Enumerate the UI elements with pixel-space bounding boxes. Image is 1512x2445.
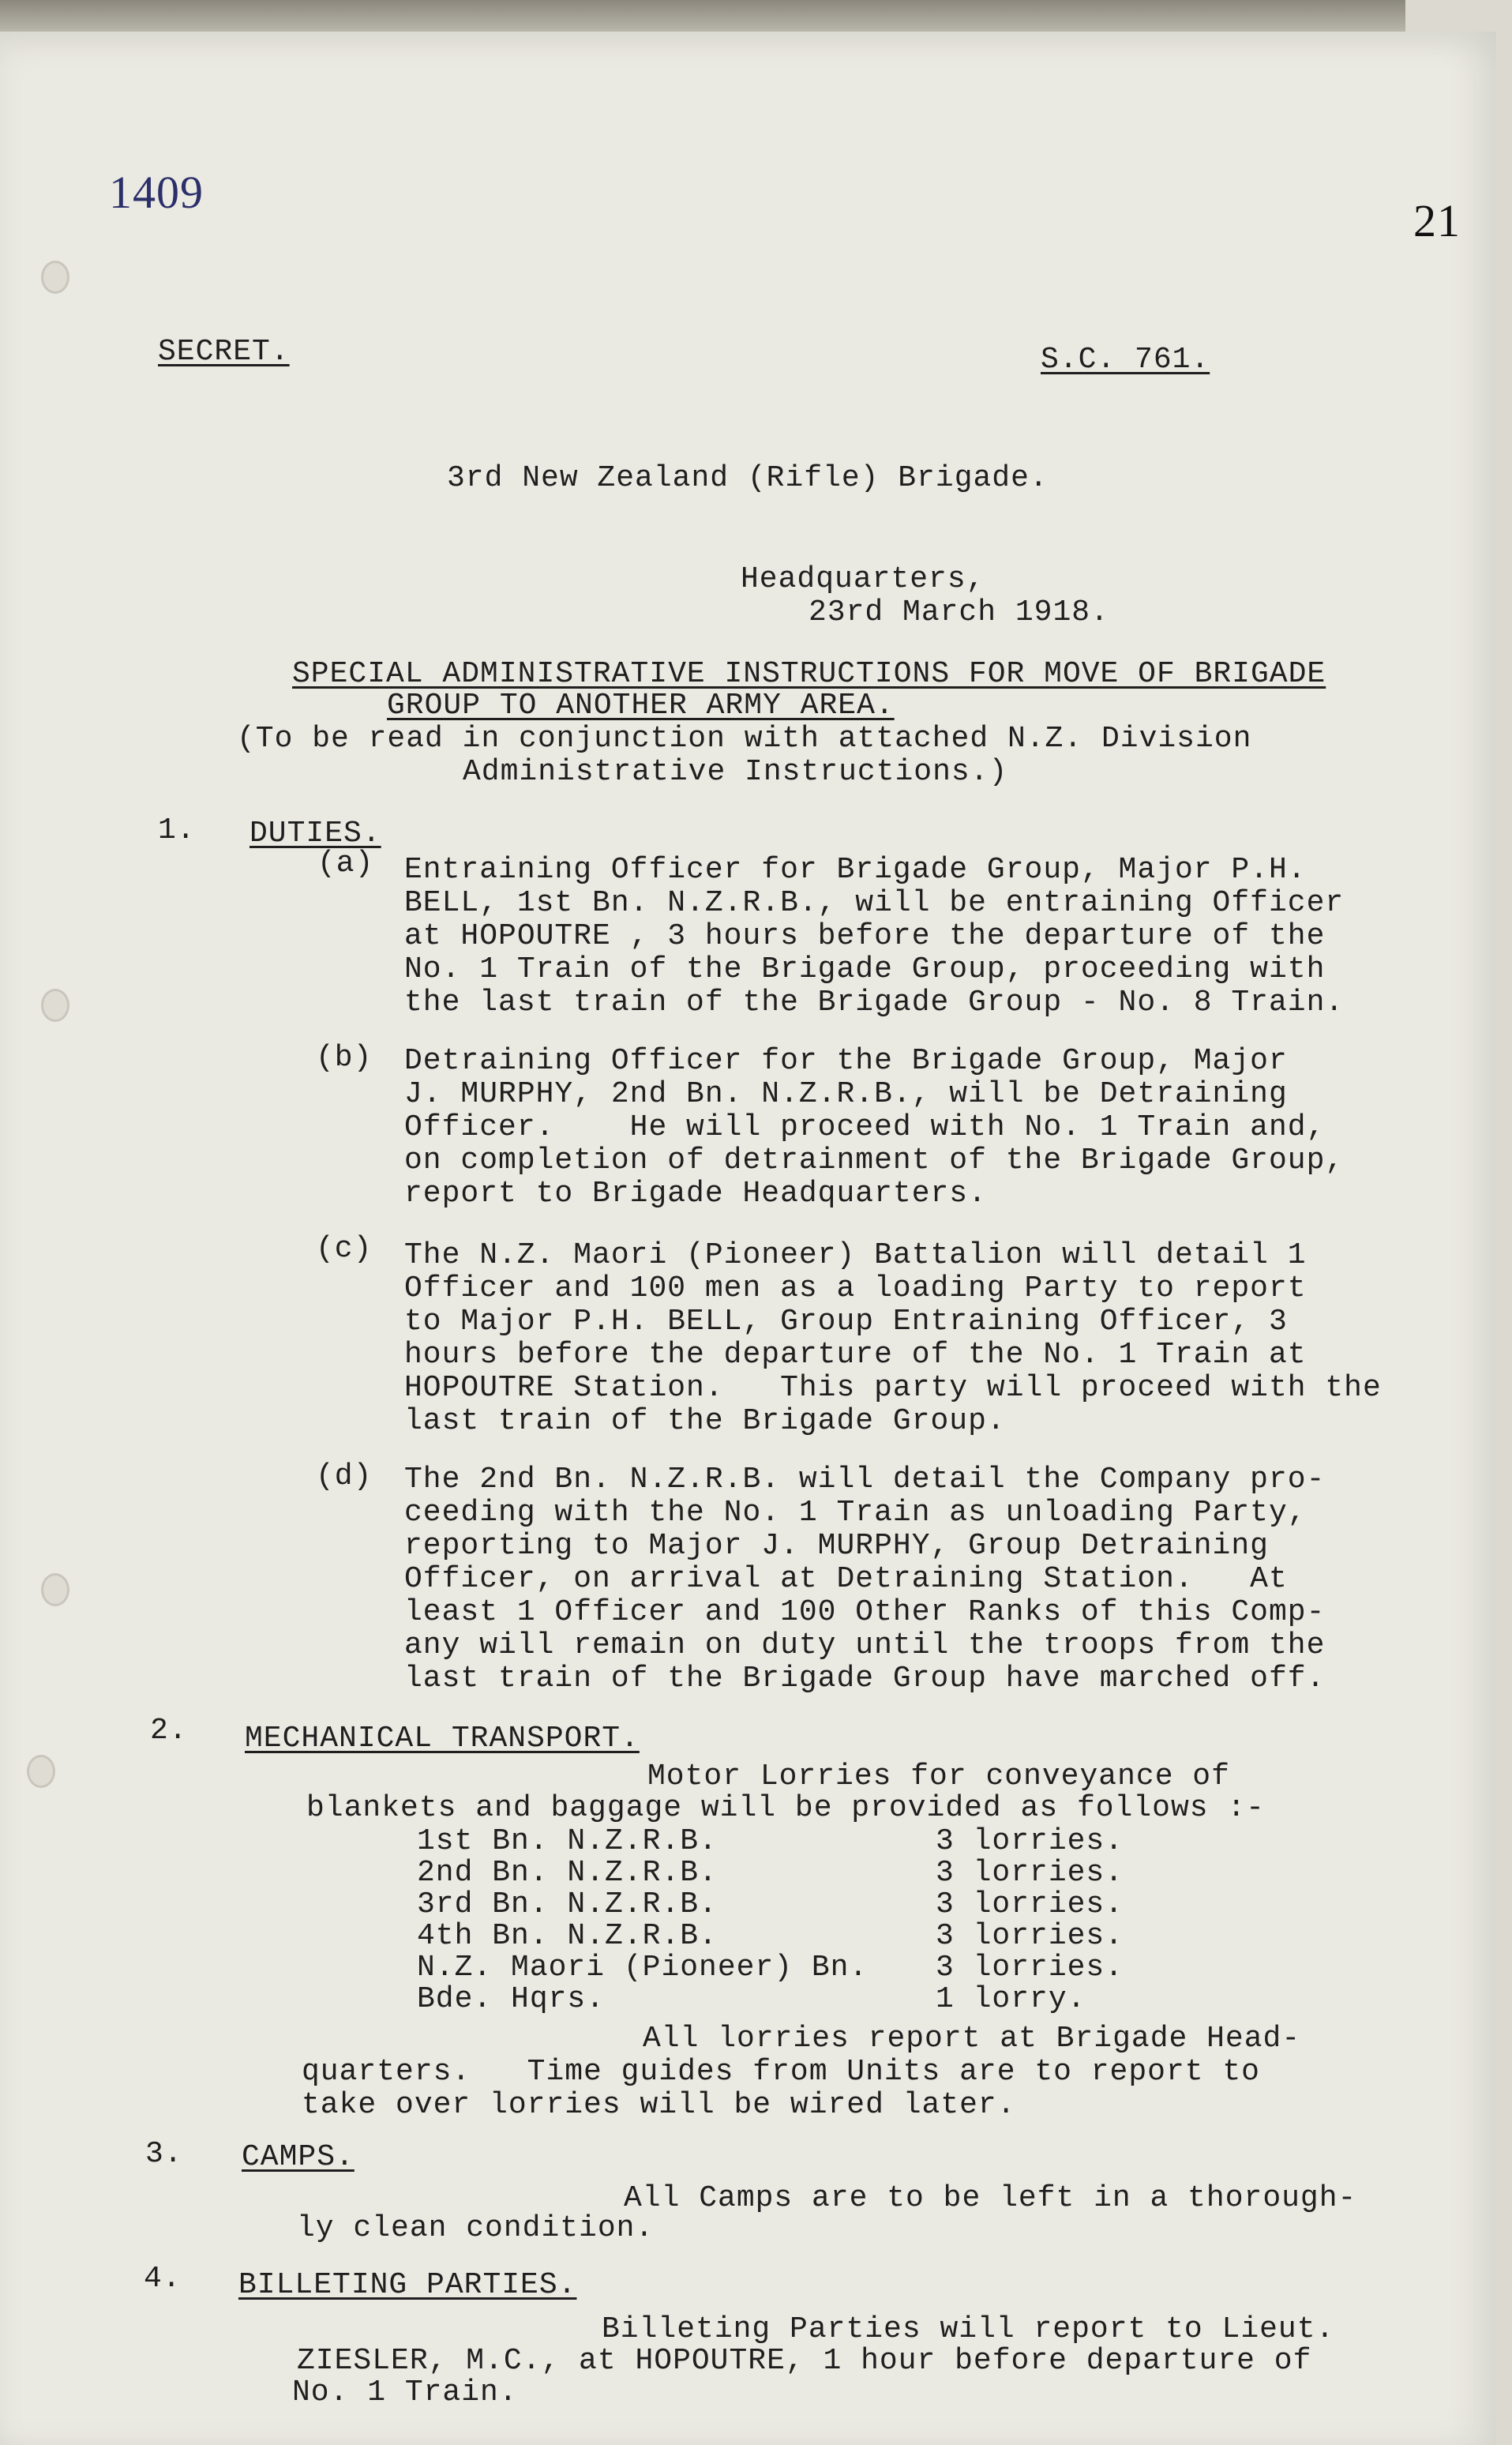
unit-name: 3rd New Zealand (Rifle) Brigade. (447, 461, 1049, 495)
reference-number: S.C. 761. (1041, 343, 1210, 377)
duties-b-line: J. MURPHY, 2nd Bn. N.Z.R.B., will be Detraining (404, 1077, 1288, 1111)
duties-a-line: Entraining Officer for Brigade Group, Major P.H. (404, 853, 1307, 887)
page-top-edge (0, 0, 1512, 35)
lorry-allocation-row (0, 1887, 1512, 1922)
duties-d-line: any will remain on duty until the troops from the (404, 1628, 1326, 1662)
lorry-unit: 2nd Bn. N.Z.R.B. (417, 1856, 718, 1890)
section-number: 1. (158, 813, 196, 847)
section-heading-camps: CAMPS. (242, 2140, 355, 2174)
duties-a-line: No. 1 Train of the Brigade Group, proceeding with (404, 952, 1326, 986)
billeting-line: ZIESLER, M.C., at HOPOUTRE, 1 hour before departure of (297, 2344, 1312, 2378)
lorry-allocation-row (0, 1982, 1512, 2017)
transport-intro: Motor Lorries for conveyance of (647, 1760, 1230, 1793)
lorry-unit: N.Z. Maori (Pioneer) Bn. (417, 1951, 869, 1985)
duties-b-line: report to Brigade Headquarters. (404, 1177, 987, 1211)
duties-d-line: Officer, on arrival at Detraining Station. At (404, 1562, 1288, 1596)
lorry-unit: 1st Bn. N.Z.R.B. (417, 1824, 718, 1858)
transport-report: All lorries report at Brigade Head- (643, 2022, 1301, 2056)
duties-c-line: HOPOUTRE Station. This party will proceed with the (404, 1371, 1382, 1405)
section-heading-transport: MECHANICAL TRANSPORT. (245, 1722, 640, 1756)
location: Headquarters, (741, 562, 985, 596)
camps-line: All Camps are to be left in a thorough- (624, 2181, 1357, 2215)
duties-a-line: BELL, 1st Bn. N.Z.R.B., will be entraining Officer (404, 886, 1345, 920)
section-heading-billeting: BILLETING PARTIES. (238, 2268, 577, 2302)
subsection-label-d: (d) (316, 1459, 373, 1493)
duties-b-line: Officer. He will proceed with No. 1 Train and, (404, 1110, 1326, 1144)
subsection-label-b: (b) (316, 1041, 373, 1075)
lorry-unit: Bde. Hqrs. (417, 1982, 606, 2016)
duties-a-line: at HOPOUTRE , 3 hours before the departure of the (404, 919, 1326, 953)
lorry-quantity: 1 lorry. (936, 1982, 1086, 2016)
date: 23rd March 1918. (809, 595, 1109, 629)
section-number: 3. (145, 2137, 183, 2171)
lorry-allocation-row (0, 1824, 1512, 1859)
page-number: 21 (1413, 195, 1461, 246)
duties-d-line: The 2nd Bn. N.Z.R.B. will detail the Company pro- (404, 1463, 1326, 1497)
classification: SECRET. (158, 335, 290, 369)
duties-a-line: the last train of the Brigade Group - No. 8 Train. (404, 986, 1345, 1020)
duties-c-line: The N.Z. Maori (Pioneer) Battalion will detail 1 (404, 1238, 1307, 1272)
title-note-2: Administrative Instructions.) (463, 755, 1008, 789)
lorry-quantity: 3 lorries. (936, 1824, 1124, 1858)
section-heading-duties: DUTIES. (249, 817, 381, 851)
duties-c-line: Officer and 100 men as a loading Party to report (404, 1271, 1307, 1305)
punch-hole (41, 989, 69, 1022)
duties-d-line: least 1 Officer and 100 Other Ranks of this Comp- (404, 1595, 1326, 1629)
title-line-1: SPECIAL ADMINISTRATIVE INSTRUCTIONS FOR MOVE OF BRIGADE (292, 657, 1326, 691)
subsection-label-c: (c) (316, 1232, 373, 1266)
transport-report: quarters. Time guides from Units are to report to (302, 2055, 1260, 2089)
duties-c-line: to Major P.H. BELL, Group Entraining Officer, 3 (404, 1305, 1288, 1339)
file-number-stamp: 1409 (109, 167, 204, 218)
section-number: 4. (144, 2262, 182, 2296)
billeting-line: No. 1 Train. (292, 2376, 518, 2409)
duties-b-line: Detraining Officer for the Brigade Group, Major (404, 1044, 1288, 1078)
punch-hole (27, 1755, 55, 1788)
title-note-1: (To be read in conjunction with attached N.Z. Division (237, 722, 1252, 756)
section-number: 2. (150, 1714, 188, 1748)
duties-c-line: hours before the departure of the No. 1 Train at (404, 1338, 1307, 1372)
punch-hole (41, 1573, 69, 1606)
transport-report: take over lorries will be wired later. (302, 2088, 1016, 2122)
lorry-quantity: 3 lorries. (936, 1856, 1124, 1890)
duties-d-line: ceeding with the No. 1 Train as unloading Party, (404, 1496, 1307, 1530)
lorry-unit: 3rd Bn. N.Z.R.B. (417, 1887, 718, 1921)
lorry-quantity: 3 lorries. (936, 1887, 1124, 1921)
title-line-2: GROUP TO ANOTHER ARMY AREA. (387, 689, 895, 723)
duties-b-line: on completion of detrainment of the Brigade Group, (404, 1144, 1345, 1177)
duties-c-line: last train of the Brigade Group. (404, 1404, 1006, 1438)
lorry-quantity: 3 lorries. (936, 1919, 1124, 1953)
duties-d-line: last train of the Brigade Group have marched off. (404, 1662, 1326, 1696)
billeting-line: Billeting Parties will report to Lieut. (602, 2312, 1335, 2346)
transport-intro: blankets and baggage will be provided as follows :- (306, 1791, 1265, 1825)
lorry-allocation-row (0, 1951, 1512, 1985)
lorry-allocation-row (0, 1919, 1512, 1954)
lorry-quantity: 3 lorries. (936, 1951, 1124, 1985)
duties-d-line: reporting to Major J. MURPHY, Group Detraining (404, 1529, 1269, 1563)
subsection-label-a: (a) (317, 847, 374, 881)
camps-line: ly clean condition. (297, 2211, 655, 2245)
lorry-unit: 4th Bn. N.Z.R.B. (417, 1919, 718, 1953)
lorry-allocation-row (0, 1856, 1512, 1891)
punch-hole (41, 261, 69, 294)
